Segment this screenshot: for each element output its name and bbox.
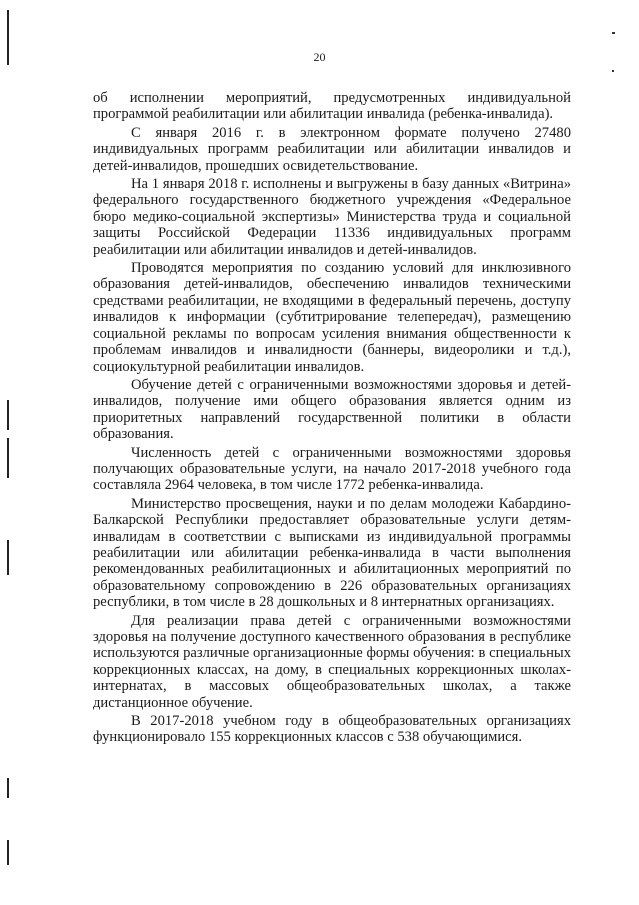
paragraph: На 1 января 2018 г. исполнены и выгружены в базу данных «Витрина» федерального государственного бюджетного учреждения «Федеральное бюро медико-социальной экспертизы» Министерства труда и социальной защиты Российской Федерации 11336 индивидуальных программ реабилитации или абилитации инвалидов и детей-инвалидов. xyxy=(93,176,571,258)
scan-margin-mark xyxy=(7,10,9,65)
paragraph: В 2017-2018 учебном году в общеобразовательных организациях функционировало 155 коррекционных классов с 538 обучающимися. xyxy=(93,713,571,746)
scan-speck xyxy=(612,70,614,72)
paragraph: Обучение детей с ограниченными возможностями здоровья и детей-инвалидов, получение ими общего образования является одним из приоритетных направлений государственной политики в области образования. xyxy=(93,376,571,443)
paragraph: Для реализации права детей с ограниченными возможностями здоровья на получение доступного качественного образования в республике используются различные организационные формы обучения: в специальных коррекционных классах, на дому, в специальных коррекционных школах-интернатах, в массовых общеобразовательных школах, а также дистанционное обучение. xyxy=(93,612,571,711)
scan-margin-mark xyxy=(7,438,9,478)
page-number: 20 xyxy=(313,50,326,64)
paragraph: С января 2016 г. в электронном формате получено 27480 индивидуальных программ реабилитации или абилитации инвалидов и детей-инвалидов, прошедших освидетельствование. xyxy=(93,124,571,174)
paragraph: Проводятся мероприятия по созданию условий для инклюзивного образования детей-инвалидов, обеспечению инвалидов техническими средствами реабилитации, не входящими в федеральный перечень, доступу инвалидов к информации (субтитрирование телепередач), размещению социальной рекламы по вопросам усиления внимания общественности к проблемам инвалидов и инвалидности (баннеры, видеоролики и т.д.), социокультурной реабилитации инвалидов. xyxy=(93,260,571,375)
document-body xyxy=(93,90,571,748)
scan-margin-mark xyxy=(7,400,9,430)
paragraph: Министерство просвещения, науки и по делам молодежи Кабардино-Балкарской Республики предоставляет образовательные услуги детям-инвалидам в соответствии с выписками из индивидуальной программы реабилитации или абилитации ребенка-инвалида в части выполнения рекомендованных реабилитационных и абилитационных мероприятий по образовательному сопровождению в 226 образовательных организациях республики, в том числе в 28 дошкольных и 8 интернатных организациях. xyxy=(93,495,571,611)
paragraph: об исполнении мероприятий, предусмотренных индивидуальной программой реабилитации или абилитации инвалида (ребенка-инвалида). xyxy=(93,90,571,123)
scan-margin-mark xyxy=(7,778,9,798)
paragraph: Численность детей с ограниченными возможностями здоровья получающих образовательные услуги, на начало 2017-2018 учебного года составляла 2964 человека, в том числе 1772 ребенка-инвалида. xyxy=(93,444,571,494)
scan-speck xyxy=(612,32,615,34)
scan-margin-mark xyxy=(7,840,9,865)
scan-margin-mark xyxy=(7,540,9,575)
